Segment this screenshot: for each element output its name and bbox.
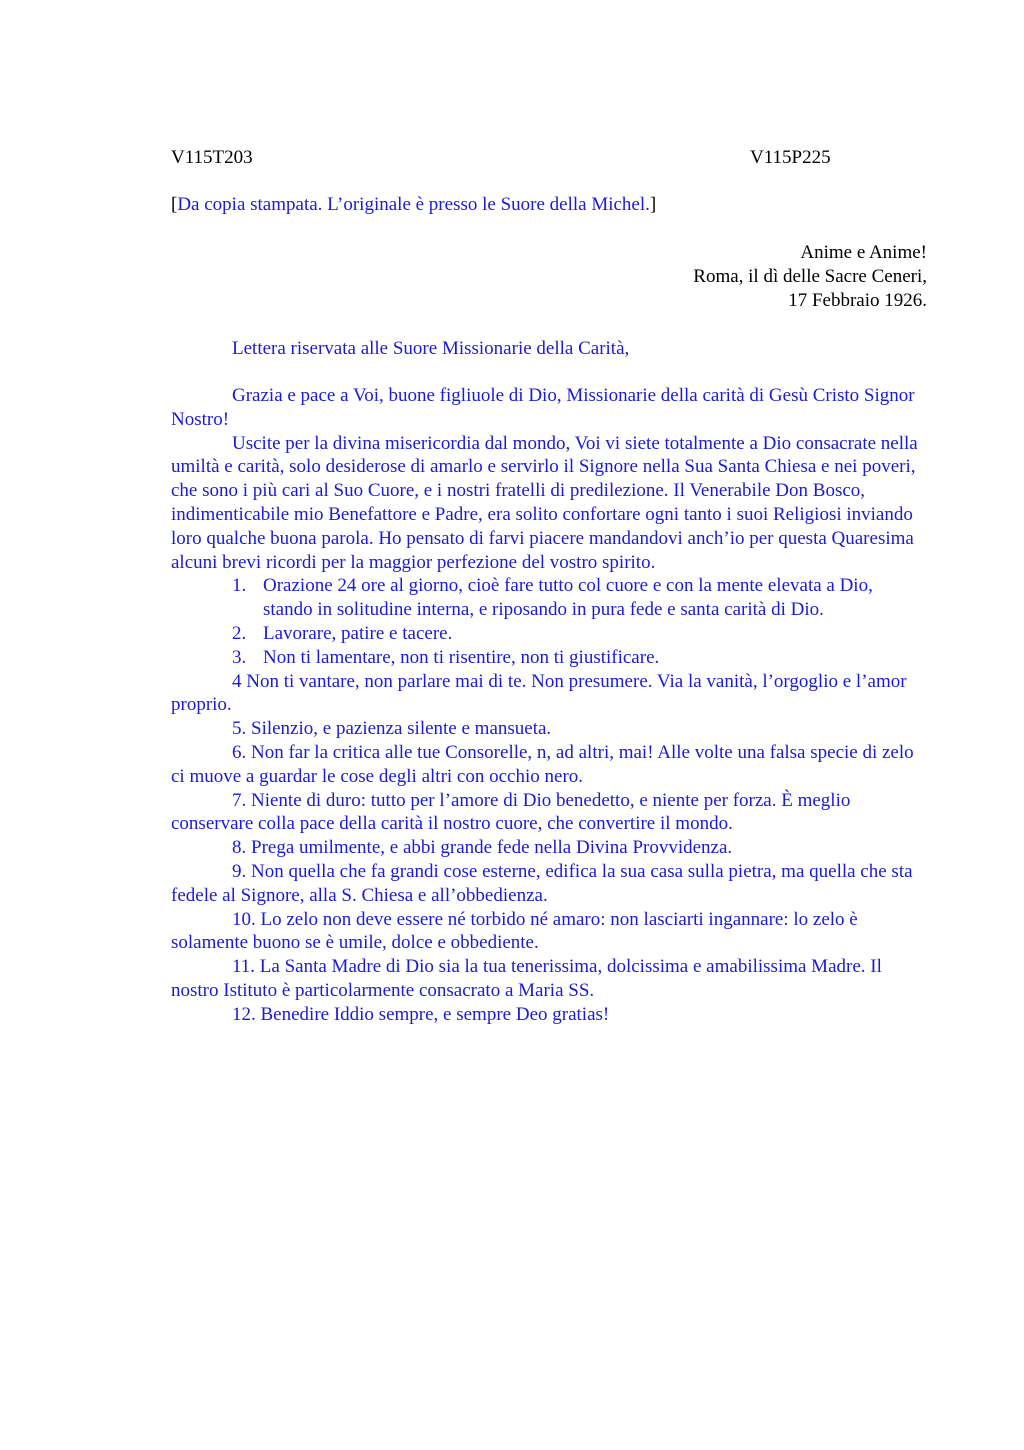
list-item: 10. Lo zelo non deve essere né torbido né amaro: non lasciarti ingannare: lo zelo è solamente buono se è umile, dolce e obbediente. <box>171 908 858 954</box>
list-item-number: 3. <box>232 646 247 668</box>
salutation: Lettera riservata alle Suore Missionarie della Carità, <box>232 338 630 359</box>
document-header <box>171 145 927 171</box>
list-item-text: Non ti lamentare, non ti risentire, non ti giustificare. <box>263 646 660 668</box>
document-id-right: V115P225 <box>750 147 831 168</box>
list-item: 12. Benedire Iddio sempre, e sempre Deo gratias! <box>232 1003 610 1025</box>
letter-body <box>171 384 927 1027</box>
dateline-place: Roma, il dì delle Sacre Ceneri, <box>693 266 927 287</box>
dateline <box>171 241 927 313</box>
intro-paragraph: Uscite per la divina misericordia dal mondo, Voi vi siete totalmente a Dio consacrate nella umiltà e carità, solo desiderose di amarlo e servirlo il Signore nella Sua Santa Chiesa e nei poveri, che sono i più cari al Suo Cuore, e i nostri fratelli di predilezione. Il Venerabile Don Bosco, indimenticabile mio Benefattore e Padre, era solito confortare ogni tanto i suoi Religiosi inviando loro qualche buona parola. Ho pensato di farvi piacere mandandovi anch’io per questa Quaresima alcuni brevi ricordi per la maggior perfezione del vostro spirito. <box>171 432 918 573</box>
source-open-bracket: [ <box>171 194 178 215</box>
list-item-text: Lavorare, patire e tacere. <box>263 622 453 644</box>
list-item: 11. La Santa Madre di Dio sia la tua tenerissima, dolcissima e amabilissima Madre. Il nostro Istituto è particolarmente consacrato a Maria SS. <box>171 956 882 1001</box>
dateline-date: 17 Febbraio 1926. <box>788 290 927 311</box>
list-item: 7. Niente di duro: tutto per l’amore di Dio benedetto, e niente per forza. È meglio conservare colla pace della carità il nostro cuore, che convertire il mondo. <box>171 789 851 835</box>
greeting-paragraph: Grazia e pace a Voi, buone figliuole di Dio, Missionarie della carità di Gesù Cristo Signor Nostro! <box>171 385 915 430</box>
list-item-text: Orazione 24 ore al giorno, cioè fare tutto col cuore e con la mente elevata a Dio, stando in solitudine interna, e riposando in pura fede e santa carità di Dio. <box>263 575 873 621</box>
list-item: 4 Non ti vantare, non parlare mai di te. Non presumere. Via la vanità, l’orgoglio e l’amor proprio. <box>171 670 907 716</box>
dateline-motto: Anime e Anime! <box>800 242 927 263</box>
list-item <box>171 622 927 646</box>
list-item: 6. Non far la critica alle tue Consorelle, n, ad altri, mai! Alle volte una falsa specie di zelo ci muove a guardar le cose degli altri con occhio nero. <box>171 741 914 787</box>
letter-page <box>171 145 927 1027</box>
list-item: 8. Prega umilmente, e abbi grande fede nella Divina Provvidenza. <box>232 837 733 859</box>
document-id-left: V115T203 <box>171 147 253 168</box>
list-item: 9. Non quella che fa grandi cose esterne, edifica la sua casa sulla pietra, ma quella che sta fedele al Signore, alla S. Chiesa e all’obbedienza. <box>171 860 913 906</box>
list-item-number: 2. <box>232 622 247 644</box>
list-item: 5. Silenzio, e pazienza silente e mansueta. <box>232 718 552 740</box>
list-item <box>171 574 927 622</box>
source-note-text: Da copia stampata. L’originale è presso le Suore della Michel. <box>177 194 650 215</box>
list-item <box>171 646 927 670</box>
list-item-number: 1. <box>232 575 247 597</box>
source-close-bracket: ] <box>649 194 657 215</box>
source-note <box>171 193 927 217</box>
